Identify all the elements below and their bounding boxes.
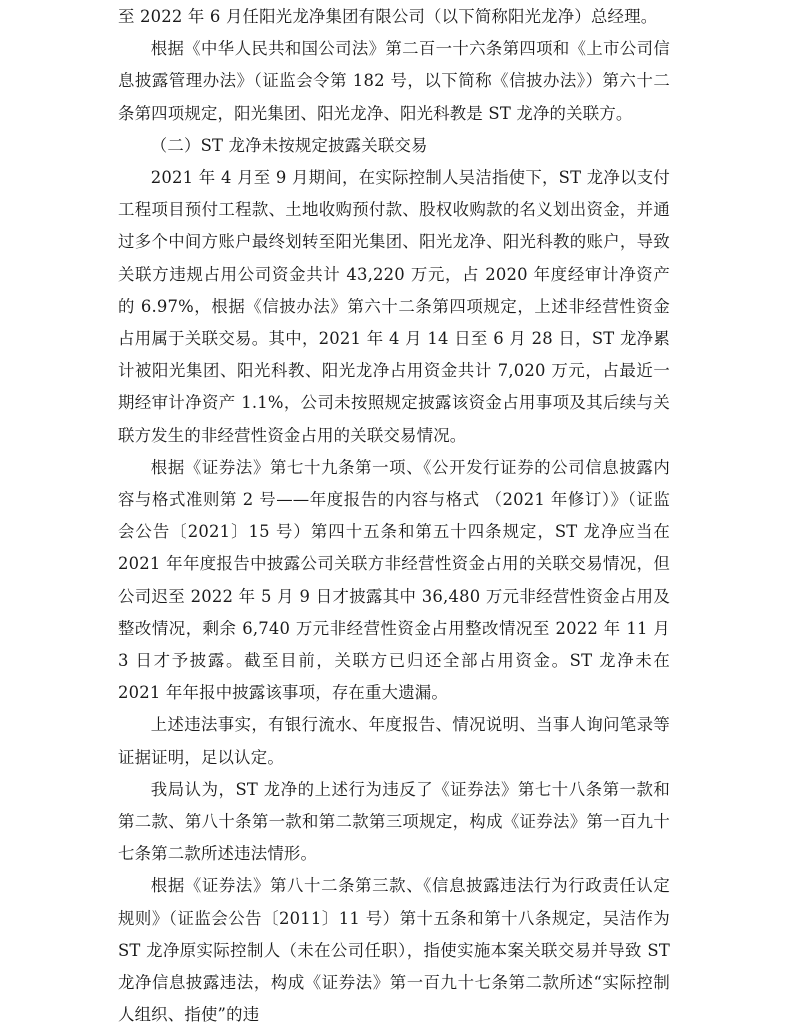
paragraph-continuation: 至 2022 年 6 月任阳光龙净集团有限公司（以下简称阳光龙净）总经理。 [118, 7, 658, 26]
paragraph-disclosure-omission: 根据《证券法》第七十九条第一项、《公开发行证券的公司信息披露内容与格式准则第 2 号——年度报告的内容与格式 （2021 年修订）》（证监会公告〔2021〕15 号）第四十五条和第五十四条规定，ST 龙净应当在 2021 年年度报告中披露公司关联方非经营性资金占用的关联交易情况，但公司迟至 2022 年 5 月 9 日才披露其中 36,480 万元非经营性资金占用及整改情况，剩余 6,740 万元非经营性资金占用整改情况至 2022 年 11 月 3 日才予披露。截至目前，关联方已归还全部占用资金。ST 龙净未在 2021 年年报中披露该事项，存在重大遗漏。 [118, 457, 670, 703]
paragraph-fund-occupation: 2021 年 4 月至 9 月期间，在实际控制人吴洁指使下，ST 龙净以支付工程项目预付工程款、土地收购预付款、股权收购款的名义划出资金，并通过多个中间方账户最终划转至阳光集团、阳光龙净、阳光科教的账户，导致关联方违规占用公司资金共计 43,220 万元，占 2020 年度经审计净资产的 6.97%，根据《信披办法》第六十二条第四项规定，上述非经营性资金占用属于关联交易。其中，2021 年 4 月 14 日至 6 月 28 日，ST 龙净累计被阳光集团、阳光科教、阳光龙净占用资金共计 7,020 万元，占最近一期经审计净资产 1.1%，公司未按照规定披露该资金占用事项及其后续与关联方发生的非经营性资金占用的关联交易情况。 [118, 168, 670, 445]
paragraph-violation-finding: 我局认为，ST 龙净的上述行为违反了《证券法》第七十八条第一款和第二款、第八十条第一款和第二款第三项规定，构成《证券法》第一百九十七条第二款所述违法情形。 [118, 779, 670, 864]
document-page [118, 1, 670, 1032]
paragraph-controller-liability: 根据《证券法》第八十二条第三款、《信息披露违法行为行政责任认定规则》（证监会公告〔2011〕11 号）第十五条和第十八条规定，吴洁作为 ST 龙净原实际控制人（未在公司任职），指使实施本案关联交易并导致 ST 龙净信息披露违法，构成《证券法》第一百九十七条第二款所述“实际控制人组织、指使”的违 [118, 876, 670, 1025]
section-heading: （二）ST 龙净未按规定披露关联交易 [150, 135, 428, 155]
paragraph-evidence: 上述违法事实，有银行流水、年度报告、情况说明、当事人询问笔录等证据证明，足以认定。 [118, 715, 670, 767]
paragraph-related-parties: 根据《中华人民共和国公司法》第二百一十六条第四项和《上市公司信息披露管理办法》（证监会令第 182 号，以下简称《信披办法》）第六十二条第四项规定，阳光集团、阳光龙净、阳光科教是 ST 龙净的关联方。 [118, 39, 670, 123]
